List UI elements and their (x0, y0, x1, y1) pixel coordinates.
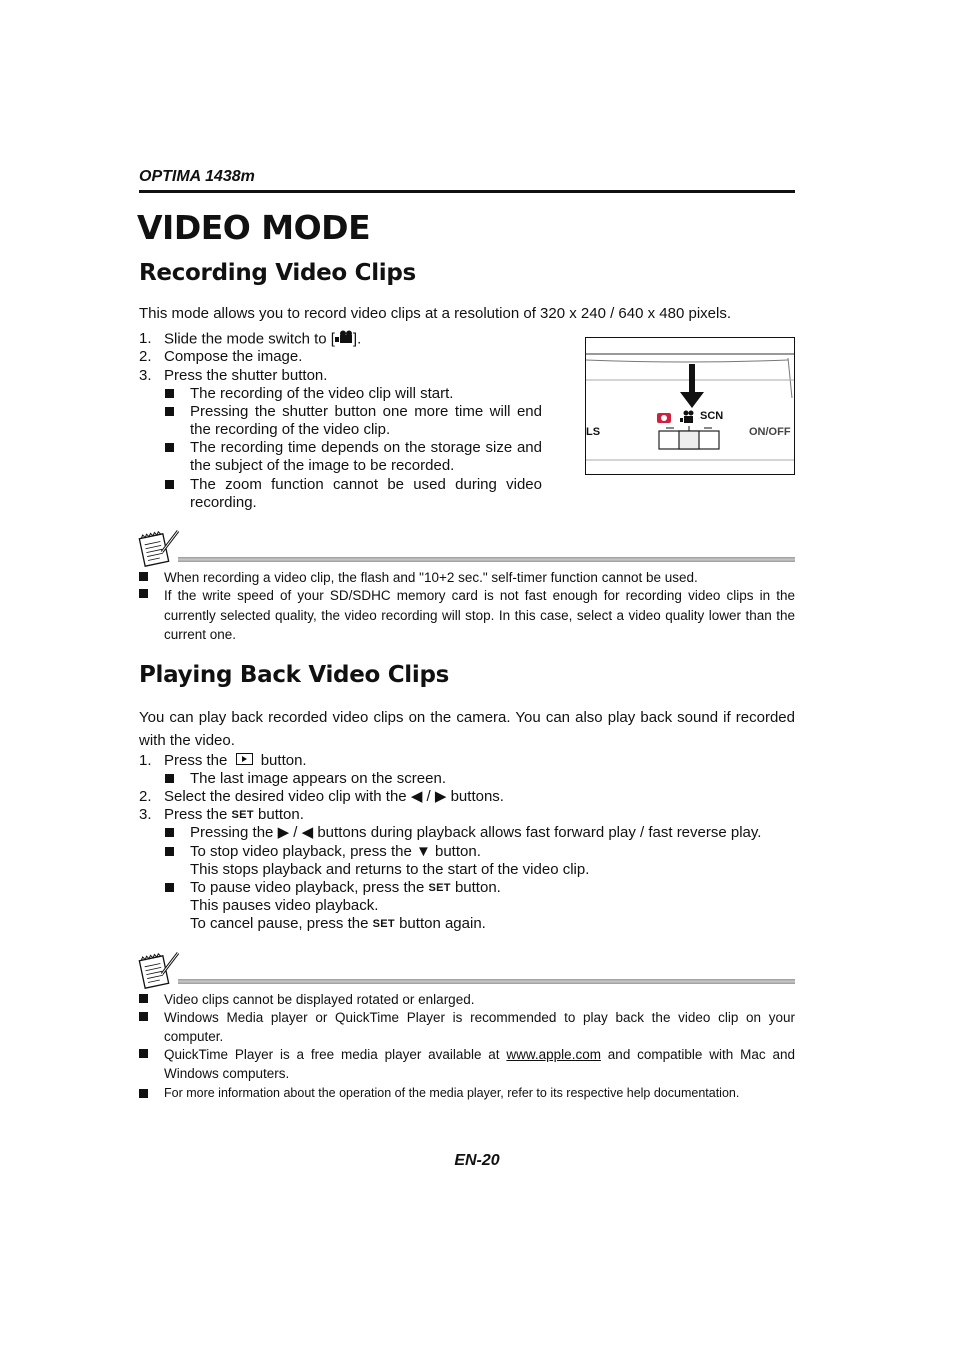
playback-intro: You can play back recorded video clips on the camera. You can also play back sound if recorded with the video. (139, 709, 795, 749)
pb-bullet-3-line2: This pauses video playback. (190, 897, 379, 914)
pb-step3-text: Press the (164, 806, 228, 823)
diagram-label-onoff: ON/OFF (749, 426, 791, 438)
rec-step1-num: 1. (139, 330, 152, 347)
note-pad-icon (138, 950, 182, 995)
rec-step1-text-end: ]. (352, 330, 362, 348)
pb-bullet-3-line3-text-end: button again. (399, 915, 486, 932)
pb-step1-text-end: button. (260, 752, 307, 769)
right-arrow-icon: ▶ (434, 788, 447, 805)
bullet-square (165, 847, 174, 856)
rec-bullet-2: Pressing the shutter button one more time will end the recording of the video clip. (190, 403, 542, 438)
pb-step3-num: 3. (139, 806, 152, 823)
pb-bullet-2 (190, 843, 481, 861)
bullet-square (139, 1012, 148, 1021)
note-divider (178, 557, 795, 562)
bullet-square (139, 589, 148, 598)
set-button-label: SET (428, 882, 451, 895)
pb-bullet-3 (190, 879, 501, 897)
note2-item-3-text: QuickTime Player is a free media player available at (164, 1047, 500, 1062)
pb-step3-text-end: button. (258, 806, 304, 823)
left-arrow-icon: ◀ (301, 824, 314, 841)
note-divider (178, 979, 795, 984)
bullet-square (139, 994, 148, 1003)
right-arrow-icon: ▶ (277, 824, 290, 841)
section-heading-recording: Recording Video Clips (139, 260, 416, 286)
pb-step1-num: 1. (139, 752, 152, 769)
video-camera-icon (335, 330, 353, 349)
note2-item-1: Video clips cannot be displayed rotated or enlarged. (164, 992, 475, 1007)
pb-bullet-2-text: To stop video playback, press the (190, 843, 412, 860)
pb-step3 (164, 806, 304, 824)
pb-bullet-3-text: To pause video playback, press the (190, 879, 425, 896)
pb-bullet-1-sep: / (293, 824, 298, 841)
bullet-square (165, 828, 174, 837)
pb-bullet-1 (190, 824, 761, 842)
page-number: EN-20 (454, 1152, 500, 1169)
header-rule (139, 190, 795, 193)
pb-step2-sep: / (426, 788, 431, 805)
rec-bullet-4: The zoom function cannot be used during video recording. (190, 476, 542, 511)
note1-item-2: If the write speed of your SD/SDHC memory card is not fast enough for recording video clips in the currently selected quality, the video recording will stop. In this case, select a video quality lower than the current one. (164, 588, 795, 642)
down-arrow-icon: ▼ (415, 843, 431, 860)
bullet-square (165, 443, 174, 452)
note2-item-3 (164, 1045, 795, 1083)
model-name: OPTIMA 1438m (139, 168, 255, 185)
rec-bullet-3: The recording time depends on the storage size and the subject of the image to be recorded. (190, 439, 542, 474)
recording-intro: This mode allows you to record video clips at a resolution of 320 x 240 / 640 x 480 pixels. (139, 305, 731, 322)
rec-step2: Compose the image. (164, 348, 303, 365)
pb-step2-num: 2. (139, 788, 152, 805)
bullet-square (165, 407, 174, 416)
page-title: VIDEO MODE (137, 208, 371, 247)
pb-bullet-2-text-end: button. (435, 843, 481, 860)
pb-bullet-3-line3 (190, 915, 486, 933)
mode-switch-diagram (585, 337, 795, 475)
bullet-square (165, 480, 174, 489)
set-button-label: SET (372, 918, 395, 931)
pb-bullet-3-text-end: button. (454, 879, 501, 896)
pb-step1-bullet: The last image appears on the screen. (190, 770, 446, 787)
set-button-label: SET (231, 809, 254, 822)
pb-bullet-3-line3-text: To cancel pause, press the (190, 915, 369, 932)
rec-step3-num: 3. (139, 367, 152, 384)
pb-step1 (164, 752, 307, 770)
rec-bullet-1: The recording of the video clip will start. (190, 385, 454, 402)
section-heading-playback: Playing Back Video Clips (139, 662, 450, 688)
pb-step1-text: Press the (164, 752, 228, 769)
pb-step2-text: Select the desired video clip with the (164, 788, 407, 805)
pb-step2-text-end: buttons. (450, 788, 504, 805)
pb-bullet-1-text-end: buttons during playback allows fast forward play / fast reverse play. (317, 824, 762, 841)
bullet-square (139, 572, 148, 581)
rec-step3: Press the shutter button. (164, 367, 328, 384)
note-pad-icon (138, 528, 182, 573)
rec-step1-text: Slide the mode switch to [ (164, 330, 335, 348)
bullet-square (165, 883, 174, 892)
bullet-square (139, 1089, 148, 1098)
note1-item-1: When recording a video clip, the flash and "10+2 sec." self-timer function cannot be used. (164, 570, 698, 585)
rec-step1 (164, 330, 361, 349)
apple-link[interactable]: www.apple.com (506, 1047, 601, 1062)
pb-step2 (164, 788, 504, 806)
bullet-square (165, 389, 174, 398)
note2-item-4: For more information about the operation of the media player, refer to its respective help documentation. (164, 1086, 740, 1100)
pb-bullet-1-text: Pressing the (190, 824, 274, 841)
note2-item-2: Windows Media player or QuickTime Player is recommended to play back the video clip on your computer. (164, 1010, 795, 1044)
diagram-label-left: LS (586, 426, 601, 438)
camera-top-illustration (586, 338, 794, 474)
left-arrow-icon: ◀ (410, 788, 423, 805)
bullet-square (165, 774, 174, 783)
bullet-square (139, 1049, 148, 1058)
playback-button-icon (236, 752, 253, 770)
rec-step2-num: 2. (139, 348, 152, 365)
pb-bullet-2-line2: This stops playback and returns to the start of the video clip. (190, 861, 590, 878)
note2-item-3-text-end: and compatible with Mac and Windows computers. (164, 1047, 795, 1081)
diagram-label-scn: SCN (700, 410, 724, 422)
